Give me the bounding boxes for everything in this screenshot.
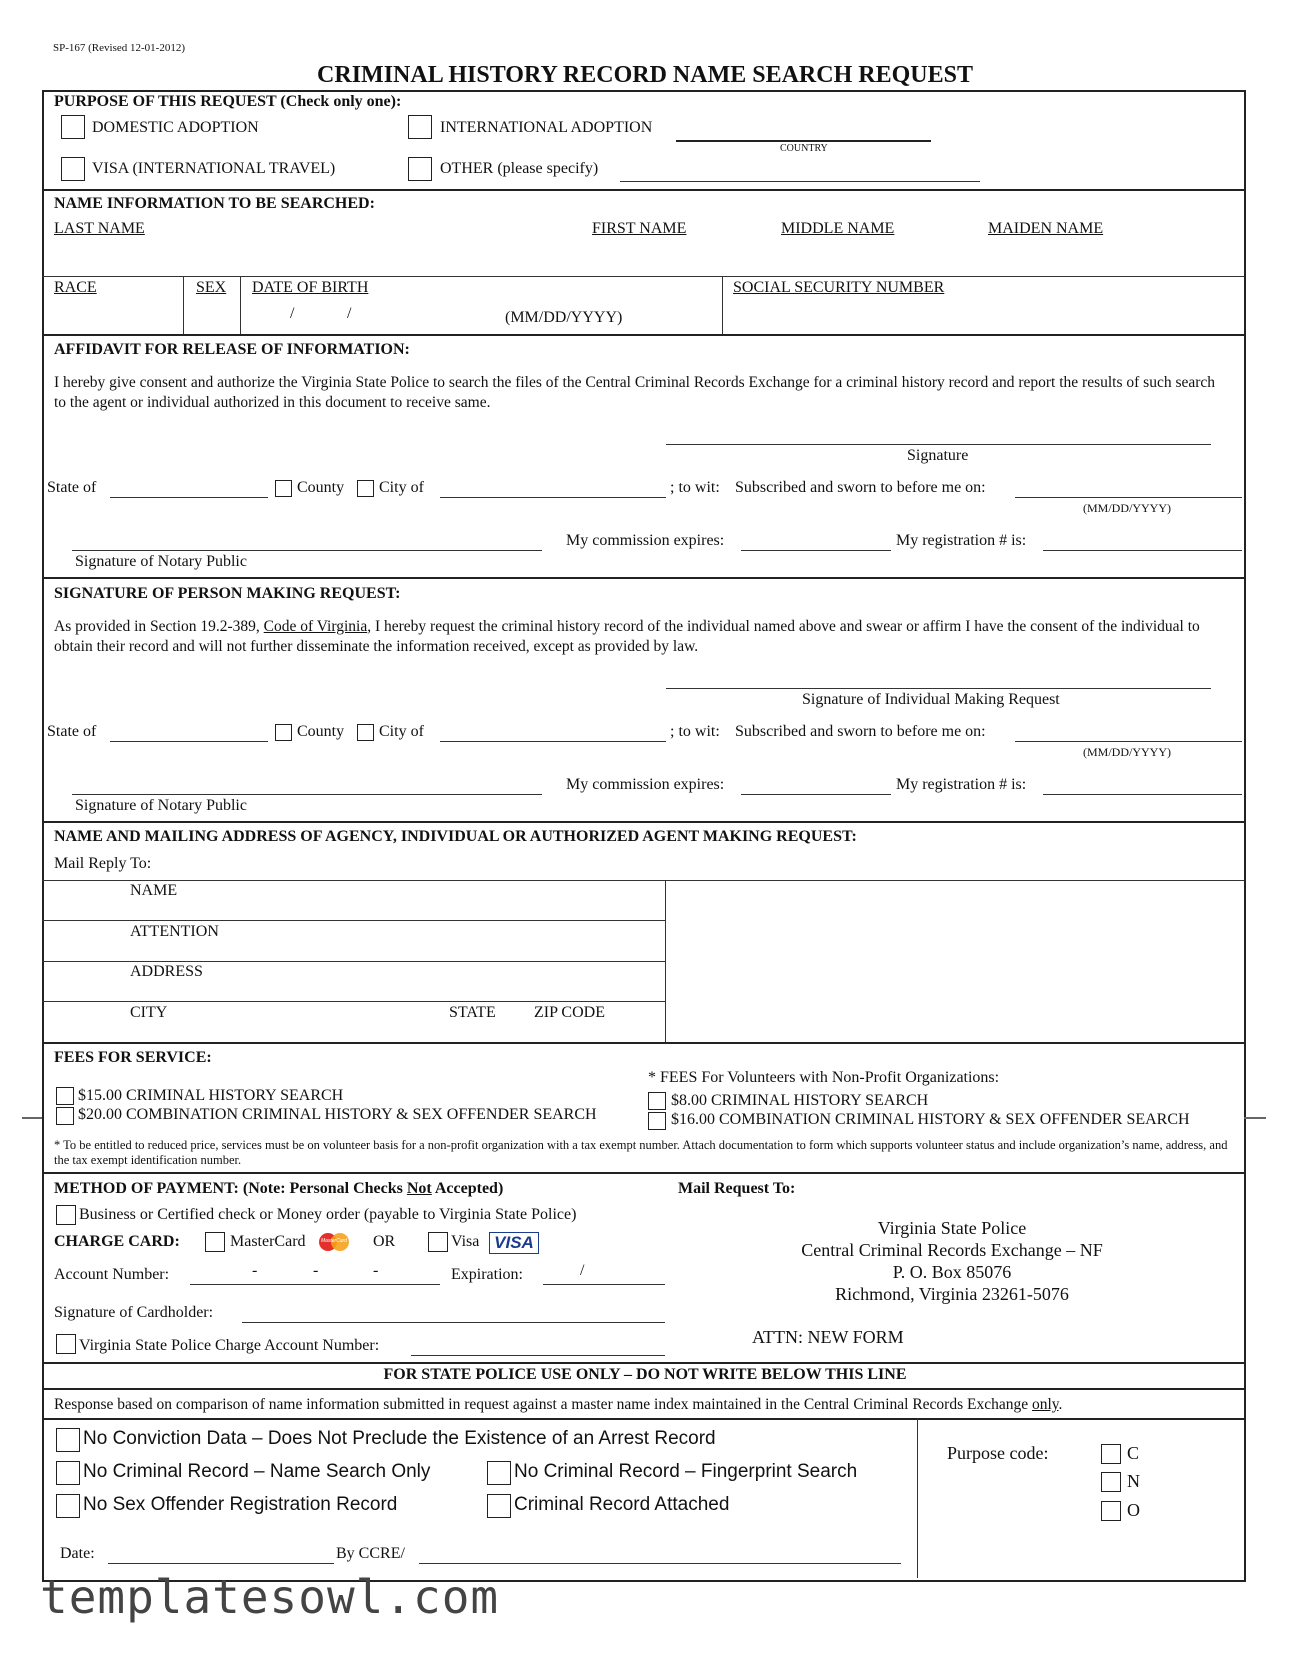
county-checkbox[interactable]: [275, 724, 292, 741]
affidavit-signature-label: Signature: [907, 447, 969, 464]
sex-label: SEX: [196, 279, 227, 296]
affidavit-text: I hereby give consent and authorize the Virginia State Police to search the files of the Central Criminal Records Exchange for a criminal history record and report the results of such search to the agent or individual authorized in this document to receive same.: [54, 374, 1216, 411]
office-by-label: By CCRE/: [336, 1545, 405, 1562]
name-info-heading: NAME INFORMATION TO BE SEARCHED:: [54, 195, 375, 212]
commission-field[interactable]: [741, 550, 891, 551]
charge-card-label: CHARGE CARD:: [54, 1233, 180, 1250]
or-label: OR: [373, 1233, 396, 1250]
notary-signature-label: Signature of Notary Public: [75, 797, 247, 814]
city-of-label: City of: [379, 723, 424, 740]
city-checkbox[interactable]: [357, 724, 374, 741]
mail-attention-label: ATTENTION: [130, 923, 219, 940]
first-name-label: FIRST NAME: [592, 220, 687, 237]
ssn-label: SOCIAL SECURITY NUMBER: [733, 279, 945, 296]
margin-mark: [1244, 1117, 1266, 1119]
no-record-name-checkbox[interactable]: [56, 1461, 80, 1485]
mail-state-label: STATE: [449, 1004, 496, 1021]
no-record-name-label: No Criminal Record – Name Search Only: [83, 1461, 431, 1482]
fees-heading: FEES FOR SERVICE:: [54, 1049, 212, 1066]
dob-slash: /: [290, 305, 295, 322]
state-of-label: State of: [47, 723, 97, 740]
sworn-label: Subscribed and sworn to before me on:: [735, 479, 986, 496]
mail-to-line-2: Central Criminal Records Exchange – NF: [801, 1240, 1103, 1260]
office-date-label: Date:: [60, 1545, 95, 1562]
payment-heading: METHOD OF PAYMENT: (Note: Personal Checks Not Accepted): [54, 1180, 504, 1197]
to-wit-label: ; to wit:: [670, 479, 720, 496]
purpose-code-o-checkbox[interactable]: [1101, 1501, 1121, 1521]
state-of-field[interactable]: [110, 741, 268, 742]
margin-mark: [22, 1117, 42, 1119]
divider: [42, 1418, 1244, 1420]
office-response-note: Response based on comparison of name information submitted in request against a master name index maintained in the Central Criminal Records Exchange only.: [54, 1396, 1063, 1413]
date-format: (MM/DD/YYYY): [1083, 501, 1171, 515]
account-dash: -: [373, 1262, 379, 1279]
date-format: (MM/DD/YYYY): [1083, 745, 1171, 759]
fee-16-checkbox[interactable]: [648, 1112, 666, 1130]
fee-15-checkbox[interactable]: [56, 1087, 74, 1105]
mail-to-attn: ATTN: NEW FORM: [752, 1327, 904, 1347]
maiden-name-label: MAIDEN NAME: [988, 220, 1104, 237]
affidavit-signature-line[interactable]: [666, 444, 1211, 445]
sworn-date-field[interactable]: [1015, 497, 1242, 498]
mail-name-label: NAME: [130, 882, 178, 899]
country-field[interactable]: [676, 140, 931, 142]
record-attached-checkbox[interactable]: [487, 1494, 511, 1518]
divider: [42, 1172, 1244, 1174]
page-title: CRIMINAL HISTORY RECORD NAME SEARCH REQUEST: [317, 62, 973, 88]
divider: [183, 276, 184, 334]
expiration-field[interactable]: [543, 1284, 665, 1285]
commission-field[interactable]: [741, 794, 891, 795]
mail-name-field[interactable]: [42, 920, 665, 921]
state-of-field[interactable]: [110, 497, 268, 498]
purpose-heading: PURPOSE OF THIS REQUEST (Check only one):: [54, 93, 402, 110]
divider: [42, 1042, 1244, 1044]
mail-zip-label: ZIP CODE: [534, 1004, 605, 1021]
fee-20-label: $20.00 COMBINATION CRIMINAL HISTORY & SEX OFFENDER SEARCH: [78, 1106, 597, 1123]
city-checkbox[interactable]: [357, 480, 374, 497]
account-number-label: Account Number:: [54, 1266, 170, 1283]
middle-name-label: MIDDLE NAME: [781, 220, 895, 237]
account-number-field[interactable]: [190, 1284, 440, 1285]
visa-checkbox[interactable]: [428, 1232, 448, 1252]
visa-logo: VISA: [489, 1232, 539, 1254]
commission-label: My commission expires:: [566, 532, 725, 549]
notary-signature-line[interactable]: [72, 794, 542, 795]
requester-signature-label: Signature of Individual Making Request: [802, 691, 1060, 708]
dob-label: DATE OF BIRTH: [252, 279, 369, 296]
mail-to-line-3: P. O. Box 85076: [892, 1262, 1012, 1282]
fee-8-label: $8.00 CRIMINAL HISTORY SEARCH: [671, 1092, 929, 1109]
city-of-label: City of: [379, 479, 424, 496]
purpose-code-c-checkbox[interactable]: [1101, 1444, 1121, 1464]
check-payment-label: Business or Certified check or Money order (payable to Virginia State Police): [79, 1206, 577, 1223]
affidavit-heading: AFFIDAVIT FOR RELEASE OF INFORMATION:: [54, 341, 410, 358]
vsp-account-label: Virginia State Police Charge Account Number:: [79, 1337, 380, 1354]
city-of-field[interactable]: [440, 497, 666, 498]
requester-heading: SIGNATURE OF PERSON MAKING REQUEST:: [54, 585, 401, 602]
mailing-heading: NAME AND MAILING ADDRESS OF AGENCY, INDIVIDUAL OR AUTHORIZED AGENT MAKING REQUEST:: [54, 828, 857, 845]
dob-slash: /: [347, 305, 352, 322]
visa-label: Visa: [451, 1233, 480, 1250]
divider: [42, 276, 1244, 277]
check-payment-checkbox[interactable]: [56, 1205, 76, 1225]
office-use-banner: FOR STATE POLICE USE ONLY – DO NOT WRITE BELOW THIS LINE: [383, 1366, 907, 1383]
other-purpose-label: OTHER (please specify): [440, 160, 599, 177]
divider: [42, 880, 1244, 881]
office-date-field[interactable]: [108, 1563, 334, 1564]
purpose-code-c-label: C: [1127, 1443, 1140, 1463]
mail-attention-field[interactable]: [42, 961, 665, 962]
purpose-code-n-label: N: [1127, 1471, 1140, 1491]
divider: [42, 189, 1244, 191]
expiration-slash: /: [580, 1262, 585, 1279]
mail-to-line-4: Richmond, Virginia 23261-5076: [835, 1284, 1069, 1304]
international-adoption-checkbox[interactable]: [408, 115, 432, 139]
divider: [42, 1362, 1244, 1364]
registration-label: My registration # is:: [896, 776, 1027, 793]
vsp-account-field[interactable]: [411, 1355, 665, 1356]
cardholder-signature-field[interactable]: [242, 1322, 665, 1323]
divider: [42, 577, 1244, 579]
expiration-label: Expiration:: [451, 1266, 523, 1283]
purpose-code-label: Purpose code:: [947, 1443, 1049, 1463]
requester-text: As provided in Section 19.2-389, Code of Virginia, I hereby request the criminal history record of the individual named above and swear or affirm I have the consent of the individual to obtain their record and will not further disseminate the information received, except as provided by law.: [54, 618, 1200, 655]
vsp-account-checkbox[interactable]: [56, 1334, 76, 1354]
watermark: templatesowl.com: [40, 1570, 500, 1624]
account-dash: -: [313, 1262, 319, 1279]
mail-reply-label: Mail Reply To:: [54, 855, 152, 872]
volunteer-note: * To be entitled to reduced price, services must be on volunteer basis for a non-profit organization with a tax exempt number. Attach documentation to form which supports volunteer status and include organization’s name, address, and the tax exempt identification number.: [54, 1138, 1228, 1167]
visa-travel-checkbox[interactable]: [61, 157, 85, 181]
mastercard-checkbox[interactable]: [205, 1232, 225, 1252]
no-conviction-checkbox[interactable]: [56, 1428, 80, 1452]
no-sex-offender-checkbox[interactable]: [56, 1494, 80, 1518]
race-label: RACE: [54, 279, 97, 296]
divider: [240, 276, 241, 334]
domestic-adoption-checkbox[interactable]: [61, 115, 85, 139]
county-checkbox[interactable]: [275, 480, 292, 497]
divider: [42, 821, 1244, 823]
commission-label: My commission expires:: [566, 776, 725, 793]
purpose-code-o-label: O: [1127, 1500, 1140, 1520]
domestic-adoption-label: DOMESTIC ADOPTION: [92, 119, 259, 136]
mail-address-field[interactable]: [42, 1001, 665, 1002]
notary-signature-line[interactable]: [72, 550, 542, 551]
to-wit-label: ; to wit:: [670, 723, 720, 740]
registration-field[interactable]: [1043, 794, 1242, 795]
registration-field[interactable]: [1043, 550, 1242, 551]
no-record-fingerprint-label: No Criminal Record – Fingerprint Search: [514, 1461, 858, 1482]
county-label: County: [297, 479, 345, 496]
divider: [917, 1418, 918, 1578]
divider: [42, 1388, 1244, 1390]
divider: [722, 276, 723, 334]
county-label: County: [297, 723, 345, 740]
sworn-label: Subscribed and sworn to before me on:: [735, 723, 986, 740]
country-label: COUNTRY: [780, 143, 828, 154]
dob-format: (MM/DD/YYYY): [505, 309, 623, 326]
purpose-code-n-checkbox[interactable]: [1101, 1472, 1121, 1492]
divider: [665, 880, 666, 1042]
mail-city-label: CITY: [130, 1004, 168, 1021]
volunteer-fees-heading: * FEES For Volunteers with Non-Profit Organizations:: [648, 1069, 1000, 1086]
form-id: SP-167 (Revised 12-01-2012): [53, 42, 185, 54]
registration-label: My registration # is:: [896, 532, 1027, 549]
record-attached-label: Criminal Record Attached: [514, 1494, 730, 1515]
no-conviction-label: No Conviction Data – Does Not Preclude the Existence of an Arrest Record: [83, 1428, 716, 1449]
fee-8-checkbox[interactable]: [648, 1092, 666, 1110]
cardholder-label: Signature of Cardholder:: [54, 1304, 214, 1321]
fee-15-label: $15.00 CRIMINAL HISTORY SEARCH: [78, 1087, 344, 1104]
mastercard-label: MasterCard: [230, 1233, 306, 1250]
fee-16-label: $16.00 COMBINATION CRIMINAL HISTORY & SEX OFFENDER SEARCH: [671, 1111, 1190, 1128]
fee-20-checkbox[interactable]: [56, 1107, 74, 1125]
last-name-label: LAST NAME: [54, 220, 145, 237]
account-dash: -: [252, 1262, 258, 1279]
other-purpose-checkbox[interactable]: [408, 157, 432, 181]
no-sex-offender-label: No Sex Offender Registration Record: [83, 1494, 398, 1515]
other-specify-field[interactable]: [620, 181, 980, 182]
mastercard-logo: MasterCard: [318, 1232, 350, 1252]
mail-to-line-1: Virginia State Police: [877, 1218, 1027, 1238]
state-of-label: State of: [47, 479, 97, 496]
sworn-date-field[interactable]: [1015, 741, 1242, 742]
international-adoption-label: INTERNATIONAL ADOPTION: [440, 119, 653, 136]
notary-signature-label: Signature of Notary Public: [75, 553, 247, 570]
mail-address-label: ADDRESS: [130, 963, 203, 980]
divider: [42, 334, 1244, 336]
requester-signature-line[interactable]: [666, 688, 1211, 689]
office-by-field[interactable]: [419, 1563, 901, 1564]
mail-to-heading: Mail Request To:: [678, 1180, 796, 1197]
no-record-fingerprint-checkbox[interactable]: [487, 1461, 511, 1485]
city-of-field[interactable]: [440, 741, 666, 742]
visa-travel-label: VISA (INTERNATIONAL TRAVEL): [92, 160, 336, 177]
